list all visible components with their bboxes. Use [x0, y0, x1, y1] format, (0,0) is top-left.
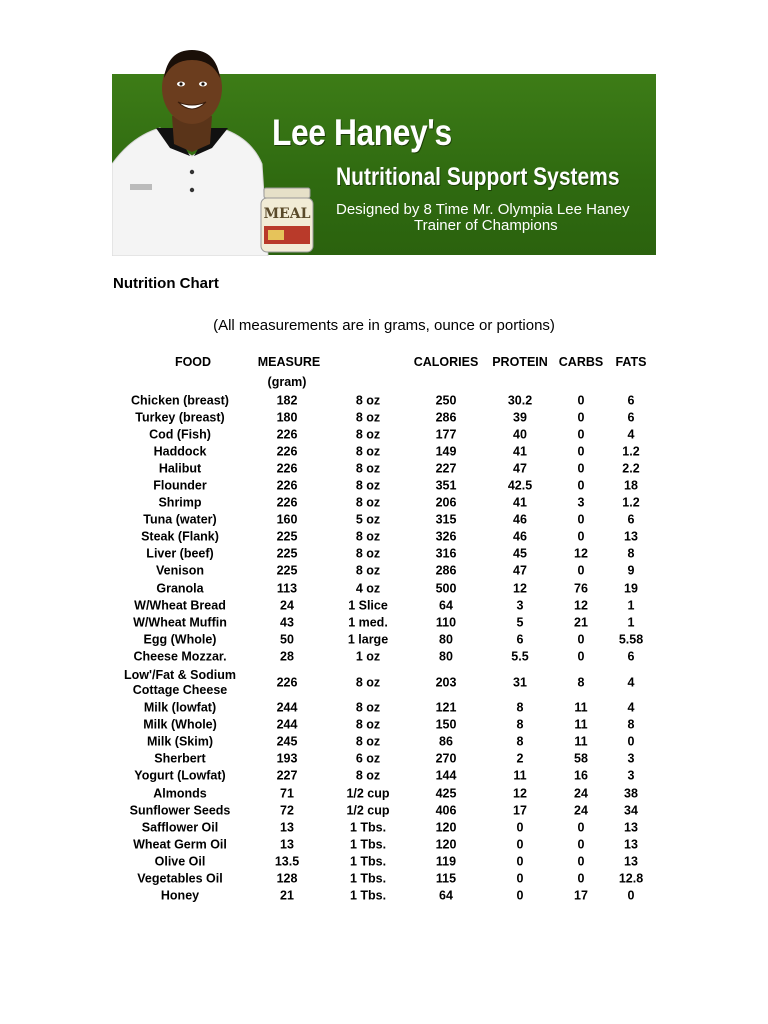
cell-fats: 13: [624, 529, 638, 544]
cell-carbs: 11: [574, 700, 588, 715]
cell-calories: 115: [435, 871, 457, 886]
cell-gram: 160: [276, 512, 298, 527]
table-row: [0, 666, 768, 700]
cell-carbs: 3: [577, 495, 585, 510]
cell-food: Steak (Flank): [141, 529, 219, 544]
cell-food: Cheese Mozzar.: [133, 649, 227, 664]
cell-protein: 47: [513, 461, 527, 476]
cell-calories: 177: [435, 427, 457, 442]
table-row: [0, 631, 768, 648]
cell-fats: 12.8: [618, 871, 644, 886]
cell-fats: 5.58: [618, 632, 644, 647]
cell-protein: 47: [513, 563, 527, 578]
table-row: [0, 614, 768, 631]
cell-food: Honey: [160, 888, 200, 903]
cell-gram: 182: [276, 393, 298, 408]
cell-fats: 13: [624, 854, 638, 869]
cell-fats: 1.2: [622, 444, 640, 459]
cell-portion: 1 Tbs.: [349, 837, 387, 852]
cell-portion: 8 oz: [355, 495, 381, 510]
cell-protein: 46: [513, 512, 527, 527]
cell-gram: 72: [280, 803, 294, 818]
cell-fats: 13: [624, 820, 638, 835]
cell-fats: 6: [627, 393, 635, 408]
cell-fats: 38: [624, 786, 638, 801]
cell-carbs: 0: [577, 871, 585, 886]
cell-food: Chicken (breast): [131, 393, 229, 408]
cell-carbs: 24: [574, 803, 588, 818]
cell-fats: 1.2: [622, 495, 640, 510]
cell-food: Tuna (water): [143, 512, 217, 527]
banner-tagline: Designed by 8 Time Mr. Olympia Lee Haney: [336, 201, 630, 218]
cell-calories: 250: [435, 393, 457, 408]
cell-protein: 46: [513, 529, 527, 544]
cell-gram: 180: [276, 410, 298, 425]
cell-calories: 121: [435, 700, 457, 715]
cell-calories: 149: [435, 444, 457, 459]
table-row: [0, 495, 768, 512]
cell-portion: 1 Tbs.: [349, 888, 387, 903]
cell-calories: 86: [439, 734, 453, 749]
cell-protein: 42.5: [507, 478, 533, 493]
cell-food: Haddock: [153, 444, 207, 459]
table-row: [0, 546, 768, 563]
table-row: [0, 888, 768, 905]
table-row: [0, 443, 768, 460]
cell-fats: 3: [627, 751, 635, 766]
cell-fats: 1: [627, 615, 635, 630]
table-row: [0, 597, 768, 614]
cell-food: Egg (Whole): [143, 632, 217, 647]
cell-portion: 1 oz: [355, 649, 381, 664]
cell-protein: 5.5: [511, 649, 529, 664]
table-row: [0, 648, 768, 665]
cell-fats: 6: [627, 410, 635, 425]
cell-gram: 225: [276, 546, 298, 561]
page-title: Nutrition Chart: [113, 275, 219, 292]
cell-carbs: 0: [577, 632, 585, 647]
cell-portion: 8 oz: [355, 734, 381, 749]
cell-protein: 8: [516, 734, 524, 749]
cell-fats: 18: [624, 478, 638, 493]
cell-portion: 6 oz: [355, 751, 381, 766]
table-row: [0, 392, 768, 409]
cell-carbs: 11: [574, 734, 588, 749]
cell-calories: 326: [435, 529, 457, 544]
table-row: [0, 751, 768, 768]
cell-portion: 1/2 cup: [346, 803, 390, 818]
cell-fats: 13: [624, 837, 638, 852]
table-row: [0, 717, 768, 734]
cell-portion: 1/2 cup: [346, 786, 390, 801]
cell-gram: 227: [276, 768, 298, 783]
cell-gram: 244: [276, 700, 298, 715]
cell-carbs: 0: [577, 854, 585, 869]
cell-food: Olive Oil: [154, 854, 206, 869]
cell-gram: 43: [280, 615, 294, 630]
cell-carbs: 16: [574, 768, 588, 783]
cell-food: Safflower Oil: [141, 820, 219, 835]
cell-gram: 226: [276, 444, 298, 459]
cell-gram: 244: [276, 717, 298, 732]
cell-protein: 8: [516, 700, 524, 715]
table-row: [0, 580, 768, 597]
cell-food: Venison: [156, 563, 204, 578]
cell-food: Granola: [156, 581, 204, 596]
cell-calories: 227: [435, 461, 457, 476]
cell-food-line1: Low'/Fat & Sodium: [124, 667, 236, 682]
cell-calories: 206: [435, 495, 457, 510]
cell-gram: 13: [280, 820, 294, 835]
cell-calories: 425: [435, 786, 457, 801]
header-fats: FATS: [615, 355, 647, 369]
cell-protein: 41: [513, 444, 527, 459]
cell-food: Almonds: [153, 786, 207, 801]
cell-food: Milk (Whole): [143, 717, 217, 732]
cell-calories: 270: [435, 751, 457, 766]
cell-protein: 39: [513, 410, 527, 425]
cell-protein: 2: [516, 751, 524, 766]
header-calories: CALORIES: [413, 355, 479, 369]
cell-fats: 4: [627, 427, 635, 442]
cell-food: Flounder: [153, 478, 207, 493]
cell-calories: 120: [435, 837, 457, 852]
cell-protein: 0: [516, 820, 524, 835]
cell-food: Milk (Skim): [147, 734, 213, 749]
table-row: [0, 768, 768, 785]
cell-food: Sherbert: [154, 751, 206, 766]
cell-portion: 8 oz: [355, 563, 381, 578]
cell-calories: 110: [435, 615, 457, 630]
cell-calories: 144: [435, 768, 457, 783]
nutrition-table: [0, 392, 768, 905]
cell-carbs: 12: [574, 598, 588, 613]
cell-carbs: 0: [577, 820, 585, 835]
cell-gram: 226: [276, 478, 298, 493]
cell-portion: 8 oz: [355, 461, 381, 476]
banner-tagline-2: Trainer of Champions: [414, 217, 558, 234]
cell-food: Milk (lowfat): [143, 700, 217, 715]
cell-calories: 316: [435, 546, 457, 561]
cell-gram: 113: [276, 581, 298, 596]
cell-carbs: 8: [577, 675, 585, 689]
cell-protein: 8: [516, 717, 524, 732]
cell-carbs: 24: [574, 786, 588, 801]
header-carbs: CARBS: [558, 355, 604, 369]
cell-calories: 80: [439, 649, 453, 664]
cell-portion: 8 oz: [355, 410, 381, 425]
cell-fats: 4: [627, 700, 635, 715]
cell-gram: 226: [276, 461, 298, 476]
cell-gram: 193: [276, 751, 298, 766]
cell-gram: 21: [280, 888, 294, 903]
jar-label: MEAL: [263, 206, 311, 222]
cell-gram: 226: [276, 427, 298, 442]
cell-fats: 34: [624, 803, 638, 818]
cell-gram: 71: [280, 786, 294, 801]
cell-protein: 0: [516, 871, 524, 886]
table-row: [0, 460, 768, 477]
cell-portion: 8 oz: [355, 546, 381, 561]
cell-gram: 226: [276, 495, 298, 510]
cell-calories: 406: [435, 803, 457, 818]
cell-protein: 31: [513, 675, 527, 689]
cell-fats: 8: [627, 546, 635, 561]
cell-food: Vegetables Oil: [137, 871, 223, 886]
cell-carbs: 0: [577, 393, 585, 408]
cell-food: Cod (Fish): [149, 427, 211, 442]
table-row: [0, 563, 768, 580]
cell-carbs: 76: [574, 581, 588, 596]
cell-protein: 17: [513, 803, 527, 818]
cell-portion: 1 Tbs.: [349, 854, 387, 869]
cell-protein: 0: [516, 854, 524, 869]
cell-calories: 119: [435, 854, 457, 869]
cell-food: Turkey (breast): [135, 410, 225, 425]
cell-protein: 0: [516, 888, 524, 903]
cell-portion: 8 oz: [355, 675, 381, 689]
cell-calories: 315: [435, 512, 457, 527]
cell-food: Yogurt (Lowfat): [134, 768, 226, 783]
measurement-note: (All measurements are in grams, ounce or portions): [213, 317, 555, 334]
table-row: [0, 477, 768, 494]
cell-fats: 0: [627, 888, 635, 903]
cell-carbs: 0: [577, 478, 585, 493]
cell-carbs: 0: [577, 461, 585, 476]
cell-portion: 5 oz: [355, 512, 381, 527]
cell-gram: 24: [280, 598, 294, 613]
cell-portion: 1 Tbs.: [349, 871, 387, 886]
cell-carbs: 0: [577, 410, 585, 425]
cell-fats: 4: [627, 675, 635, 689]
cell-portion: 8 oz: [355, 393, 381, 408]
meal-jar-image: [258, 186, 316, 254]
cell-fats: 6: [627, 649, 635, 664]
cell-fats: 8: [627, 717, 635, 732]
cell-portion: 1 med.: [348, 615, 388, 630]
cell-food: Sunflower Seeds: [129, 803, 231, 818]
cell-calories: 64: [439, 598, 453, 613]
table-row: [0, 785, 768, 802]
header-measure: MEASURE: [257, 355, 321, 369]
cell-gram: 225: [276, 529, 298, 544]
table-row: [0, 426, 768, 443]
header-food: FOOD: [174, 355, 212, 369]
cell-protein: 12: [513, 786, 527, 801]
cell-calories: 120: [435, 820, 457, 835]
cell-carbs: 0: [577, 529, 585, 544]
cell-calories: 203: [435, 675, 457, 689]
table-row: [0, 853, 768, 870]
cell-food: Wheat Germ Oil: [133, 837, 227, 852]
cell-fats: 2.2: [622, 461, 640, 476]
cell-protein: 3: [516, 598, 524, 613]
cell-portion: 1 Tbs.: [349, 820, 387, 835]
cell-portion: 8 oz: [355, 700, 381, 715]
cell-carbs: 0: [577, 444, 585, 459]
cell-carbs: 0: [577, 427, 585, 442]
cell-carbs: 11: [574, 717, 588, 732]
cell-food-line2: Cottage Cheese: [132, 682, 228, 697]
cell-fats: 6: [627, 512, 635, 527]
cell-carbs: 0: [577, 512, 585, 527]
cell-protein: 5: [516, 615, 524, 630]
cell-gram: 225: [276, 563, 298, 578]
table-row: [0, 870, 768, 887]
cell-fats: 9: [627, 563, 635, 578]
cell-carbs: 17: [574, 888, 588, 903]
cell-gram: 13.5: [274, 854, 300, 869]
cell-food: W/Wheat Muffin: [133, 615, 227, 630]
cell-gram: 28: [280, 649, 294, 664]
cell-carbs: 0: [577, 837, 585, 852]
table-row: [0, 802, 768, 819]
cell-carbs: 0: [577, 563, 585, 578]
banner-title: Lee Haney's: [272, 112, 452, 153]
cell-carbs: 12: [574, 546, 588, 561]
cell-protein: 41: [513, 495, 527, 510]
cell-carbs: 0: [577, 649, 585, 664]
cell-food: W/Wheat Bread: [134, 598, 226, 613]
cell-portion: 8 oz: [355, 478, 381, 493]
cell-food: Liver (beef): [146, 546, 214, 561]
table-row: [0, 512, 768, 529]
cell-calories: 286: [435, 410, 457, 425]
banner-subtitle: Nutritional Support Systems: [336, 163, 620, 191]
table-row: [0, 700, 768, 717]
table-row: [0, 836, 768, 853]
cell-portion: 4 oz: [355, 581, 381, 596]
cell-gram: 245: [276, 734, 298, 749]
cell-protein: 12: [513, 581, 527, 596]
cell-calories: 64: [439, 888, 453, 903]
cell-gram: 226: [276, 675, 298, 689]
table-row: [0, 409, 768, 426]
cell-calories: 500: [435, 581, 457, 596]
cell-protein: 45: [513, 546, 527, 561]
cell-portion: 8 oz: [355, 717, 381, 732]
cell-portion: 8 oz: [355, 427, 381, 442]
table-row: [0, 819, 768, 836]
header-protein: PROTEIN: [492, 355, 548, 369]
header-measure-unit: (gram): [267, 375, 307, 389]
cell-portion: 1 Slice: [348, 598, 388, 613]
cell-food: [124, 668, 236, 698]
cell-food: Halibut: [158, 461, 202, 476]
cell-food: Shrimp: [158, 495, 202, 510]
lee-haney-photo: [112, 44, 272, 256]
cell-calories: 80: [439, 632, 453, 647]
cell-protein: 0: [516, 837, 524, 852]
cell-protein: 6: [516, 632, 524, 647]
cell-gram: 50: [280, 632, 294, 647]
cell-gram: 128: [276, 871, 298, 886]
cell-portion: 8 oz: [355, 529, 381, 544]
cell-calories: 286: [435, 563, 457, 578]
cell-portion: 1 large: [347, 632, 389, 647]
cell-carbs: 58: [574, 751, 588, 766]
cell-calories: 150: [435, 717, 457, 732]
cell-protein: 11: [513, 768, 527, 783]
cell-protein: 30.2: [507, 393, 533, 408]
cell-gram: 13: [280, 837, 294, 852]
cell-protein: 40: [513, 427, 527, 442]
table-row: [0, 734, 768, 751]
cell-calories: 351: [435, 478, 457, 493]
cell-carbs: 21: [574, 615, 588, 630]
cell-fats: 19: [624, 581, 638, 596]
cell-fats: 3: [627, 768, 635, 783]
cell-portion: 8 oz: [355, 444, 381, 459]
cell-portion: 8 oz: [355, 768, 381, 783]
table-row: [0, 529, 768, 546]
cell-fats: 1: [627, 598, 635, 613]
cell-fats: 0: [627, 734, 635, 749]
